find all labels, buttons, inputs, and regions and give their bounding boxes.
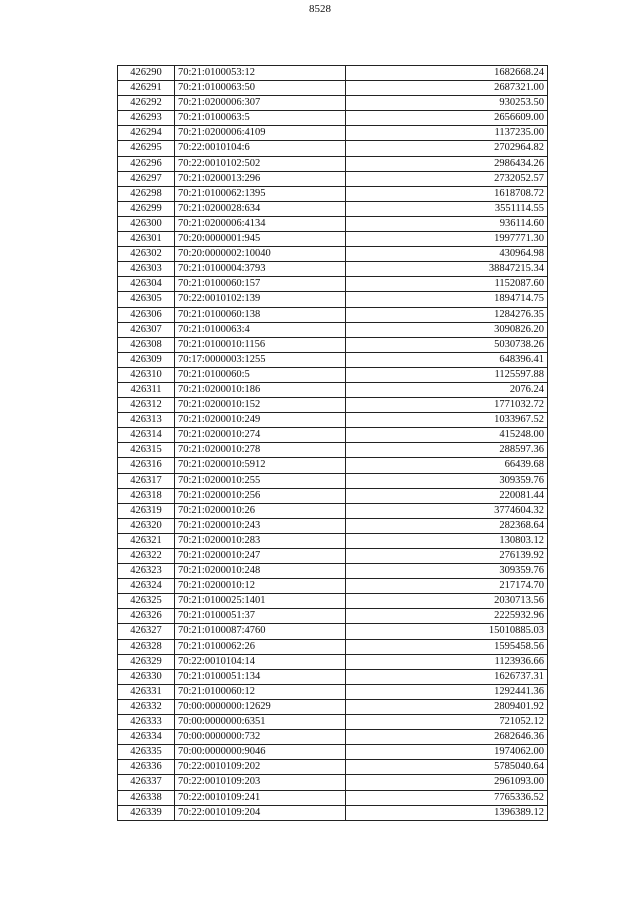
table-row (118, 443, 548, 458)
cadastral-number-cell: 70:21:0100063:5 (175, 111, 346, 126)
cadastral-number-cell: 70:00:0000000:732 (175, 730, 346, 745)
table-row (118, 277, 548, 292)
row-number-cell: 426306 (118, 307, 175, 322)
row-number-cell: 426309 (118, 352, 175, 367)
row-number-cell: 426329 (118, 654, 175, 669)
table-row (118, 745, 548, 760)
cadastral-number-cell: 70:21:0200010:256 (175, 488, 346, 503)
value-cell: 7765336.52 (346, 790, 548, 805)
value-cell: 3090826.20 (346, 322, 548, 337)
cadastral-number-cell: 70:21:0100010:1156 (175, 337, 346, 352)
value-cell: 38847215.34 (346, 262, 548, 277)
table-row (118, 382, 548, 397)
table-row (118, 503, 548, 518)
table-row (118, 579, 548, 594)
table-row (118, 413, 548, 428)
cadastral-number-cell: 70:21:0100062:1395 (175, 186, 346, 201)
value-cell: 1894714.75 (346, 292, 548, 307)
row-number-cell: 426300 (118, 216, 175, 231)
cadastral-number-cell: 70:21:0200010:243 (175, 518, 346, 533)
cadastral-number-cell: 70:21:0200010:255 (175, 473, 346, 488)
table-body (118, 66, 548, 821)
cadastral-number-cell: 70:17:0000003:1255 (175, 352, 346, 367)
cadastral-number-cell: 70:22:0010109:203 (175, 775, 346, 790)
row-number-cell: 426326 (118, 609, 175, 624)
cadastral-number-cell: 70:21:0200010:249 (175, 413, 346, 428)
table-row (118, 594, 548, 609)
page-number: 8528 (309, 3, 331, 15)
row-number-cell: 426330 (118, 669, 175, 684)
cadastral-number-cell: 70:22:0010109:204 (175, 805, 346, 820)
row-number-cell: 426310 (118, 367, 175, 382)
table-row (118, 775, 548, 790)
row-number-cell: 426307 (118, 322, 175, 337)
table-row (118, 639, 548, 654)
value-cell: 5785040.64 (346, 760, 548, 775)
table-row (118, 186, 548, 201)
value-cell: 430964.98 (346, 247, 548, 262)
row-number-cell: 426313 (118, 413, 175, 428)
value-cell: 2702964.82 (346, 141, 548, 156)
row-number-cell: 426337 (118, 775, 175, 790)
table-row (118, 96, 548, 111)
row-number-cell: 426317 (118, 473, 175, 488)
value-cell: 1618708.72 (346, 186, 548, 201)
value-cell: 415248.00 (346, 428, 548, 443)
value-cell: 1284276.35 (346, 307, 548, 322)
table-row (118, 473, 548, 488)
cadastral-number-cell: 70:22:0010104:14 (175, 654, 346, 669)
table-row (118, 458, 548, 473)
row-number-cell: 426311 (118, 382, 175, 397)
cadastral-number-cell: 70:21:0200006:4134 (175, 216, 346, 231)
table-row (118, 518, 548, 533)
value-cell: 930253.50 (346, 96, 548, 111)
value-cell: 2656609.00 (346, 111, 548, 126)
row-number-cell: 426321 (118, 533, 175, 548)
value-cell: 282368.64 (346, 518, 548, 533)
cadastral-number-cell: 70:21:0200013:296 (175, 171, 346, 186)
table-row (118, 609, 548, 624)
cadastral-number-cell: 70:21:0100025:1401 (175, 594, 346, 609)
cadastral-number-cell: 70:21:0200006:307 (175, 96, 346, 111)
row-number-cell: 426305 (118, 292, 175, 307)
value-cell: 15010885.03 (346, 624, 548, 639)
table-row (118, 66, 548, 81)
value-cell: 1125597.88 (346, 367, 548, 382)
cadastral-number-cell: 70:00:0000000:12629 (175, 699, 346, 714)
value-cell: 1033967.52 (346, 413, 548, 428)
value-cell: 276139.92 (346, 549, 548, 564)
value-cell: 130803.12 (346, 533, 548, 548)
table-row (118, 398, 548, 413)
table-row (118, 669, 548, 684)
value-cell: 309359.76 (346, 564, 548, 579)
table-row (118, 699, 548, 714)
value-cell: 5030738.26 (346, 337, 548, 352)
row-number-cell: 426299 (118, 201, 175, 216)
row-number-cell: 426308 (118, 337, 175, 352)
table-row (118, 790, 548, 805)
row-number-cell: 426301 (118, 232, 175, 247)
cadastral-number-cell: 70:21:0100004:3793 (175, 262, 346, 277)
row-number-cell: 426334 (118, 730, 175, 745)
row-number-cell: 426335 (118, 745, 175, 760)
value-cell: 2986434.26 (346, 156, 548, 171)
table-row (118, 684, 548, 699)
row-number-cell: 426320 (118, 518, 175, 533)
cadastral-number-cell: 70:21:0200010:186 (175, 382, 346, 397)
row-number-cell: 426323 (118, 564, 175, 579)
cadastral-number-cell: 70:21:0100063:4 (175, 322, 346, 337)
cadastral-number-cell: 70:21:0100063:50 (175, 81, 346, 96)
cadastral-number-cell: 70:21:0100062:26 (175, 639, 346, 654)
cadastral-number-cell: 70:22:0010104:6 (175, 141, 346, 156)
row-number-cell: 426318 (118, 488, 175, 503)
value-cell: 288597.36 (346, 443, 548, 458)
cadastral-number-cell: 70:00:0000000:9046 (175, 745, 346, 760)
value-cell: 2732052.57 (346, 171, 548, 186)
row-number-cell: 426296 (118, 156, 175, 171)
table-row (118, 488, 548, 503)
cadastral-number-cell: 70:21:0100060:138 (175, 307, 346, 322)
value-cell: 217174.70 (346, 579, 548, 594)
value-cell: 2961093.00 (346, 775, 548, 790)
value-cell: 1292441.36 (346, 684, 548, 699)
value-cell: 2682646.36 (346, 730, 548, 745)
value-cell: 721052.12 (346, 715, 548, 730)
value-cell: 220081.44 (346, 488, 548, 503)
row-number-cell: 426315 (118, 443, 175, 458)
table-row (118, 141, 548, 156)
cadastral-number-cell: 70:20:0000002:10040 (175, 247, 346, 262)
cadastral-number-cell: 70:21:0100060:12 (175, 684, 346, 699)
cadastral-number-cell: 70:22:0010102:502 (175, 156, 346, 171)
table-row (118, 201, 548, 216)
row-number-cell: 426303 (118, 262, 175, 277)
cadastral-number-cell: 70:21:0200010:247 (175, 549, 346, 564)
value-cell: 1123936.66 (346, 654, 548, 669)
value-cell: 1595458.56 (346, 639, 548, 654)
cadastral-number-cell: 70:21:0200010:5912 (175, 458, 346, 473)
row-number-cell: 426324 (118, 579, 175, 594)
table-row (118, 760, 548, 775)
value-cell: 3551114.55 (346, 201, 548, 216)
cadastral-number-cell: 70:20:0000001:945 (175, 232, 346, 247)
row-number-cell: 426302 (118, 247, 175, 262)
cadastral-number-cell: 70:21:0100087:4760 (175, 624, 346, 639)
cadastral-number-cell: 70:21:0100051:134 (175, 669, 346, 684)
row-number-cell: 426339 (118, 805, 175, 820)
row-number-cell: 426295 (118, 141, 175, 156)
table-row (118, 216, 548, 231)
row-number-cell: 426316 (118, 458, 175, 473)
table-row (118, 156, 548, 171)
cadastral-number-cell: 70:21:0100060:5 (175, 367, 346, 382)
row-number-cell: 426314 (118, 428, 175, 443)
table-row (118, 654, 548, 669)
table-row (118, 262, 548, 277)
table-row (118, 367, 548, 382)
table-row (118, 111, 548, 126)
value-cell: 936114.60 (346, 216, 548, 231)
table-row (118, 352, 548, 367)
table-row (118, 171, 548, 186)
table-row (118, 126, 548, 141)
cadastral-number-cell: 70:22:0010109:241 (175, 790, 346, 805)
table-row (118, 428, 548, 443)
value-cell: 1974062.00 (346, 745, 548, 760)
row-number-cell: 426290 (118, 66, 175, 81)
row-number-cell: 426322 (118, 549, 175, 564)
value-cell: 1771032.72 (346, 398, 548, 413)
cadastral-number-cell: 70:21:0100060:157 (175, 277, 346, 292)
row-number-cell: 426293 (118, 111, 175, 126)
value-cell: 1137235.00 (346, 126, 548, 141)
cadastral-number-cell: 70:21:0200010:248 (175, 564, 346, 579)
table-row (118, 322, 548, 337)
cadastral-number-cell: 70:21:0200010:12 (175, 579, 346, 594)
row-number-cell: 426312 (118, 398, 175, 413)
row-number-cell: 426338 (118, 790, 175, 805)
row-number-cell: 426292 (118, 96, 175, 111)
table-row (118, 292, 548, 307)
cadastral-number-cell: 70:22:0010102:139 (175, 292, 346, 307)
value-cell: 1396389.12 (346, 805, 548, 820)
value-cell: 2076.24 (346, 382, 548, 397)
value-cell: 1626737.31 (346, 669, 548, 684)
row-number-cell: 426304 (118, 277, 175, 292)
row-number-cell: 426333 (118, 715, 175, 730)
table-row (118, 730, 548, 745)
row-number-cell: 426291 (118, 81, 175, 96)
row-number-cell: 426297 (118, 171, 175, 186)
table-row (118, 715, 548, 730)
cadastral-number-cell: 70:21:0100051:37 (175, 609, 346, 624)
table-row (118, 307, 548, 322)
table-row (118, 337, 548, 352)
row-number-cell: 426328 (118, 639, 175, 654)
row-number-cell: 426331 (118, 684, 175, 699)
cadastral-number-cell: 70:00:0000000:6351 (175, 715, 346, 730)
row-number-cell: 426332 (118, 699, 175, 714)
value-cell: 1152087.60 (346, 277, 548, 292)
table-row (118, 81, 548, 96)
row-number-cell: 426319 (118, 503, 175, 518)
value-cell: 2225932.96 (346, 609, 548, 624)
value-cell: 2030713.56 (346, 594, 548, 609)
cadastral-number-cell: 70:21:0200010:283 (175, 533, 346, 548)
table-row (118, 805, 548, 820)
table-row (118, 624, 548, 639)
row-number-cell: 426325 (118, 594, 175, 609)
table-row (118, 247, 548, 262)
cadastral-number-cell: 70:21:0200010:274 (175, 428, 346, 443)
table-row (118, 549, 548, 564)
cadastral-number-cell: 70:21:0200006:4109 (175, 126, 346, 141)
row-number-cell: 426336 (118, 760, 175, 775)
cadastral-number-cell: 70:21:0200010:152 (175, 398, 346, 413)
value-cell: 309359.76 (346, 473, 548, 488)
value-cell: 3774604.32 (346, 503, 548, 518)
value-cell: 66439.68 (346, 458, 548, 473)
value-cell: 1997771.30 (346, 232, 548, 247)
cadastral-number-cell: 70:21:0200010:26 (175, 503, 346, 518)
table-row (118, 232, 548, 247)
cadastral-number-cell: 70:21:0200028:634 (175, 201, 346, 216)
table-row (118, 533, 548, 548)
value-cell: 1682668.24 (346, 66, 548, 81)
data-table (117, 65, 548, 821)
cadastral-number-cell: 70:21:0100053:12 (175, 66, 346, 81)
value-cell: 648396.41 (346, 352, 548, 367)
cadastral-number-cell: 70:21:0200010:278 (175, 443, 346, 458)
row-number-cell: 426294 (118, 126, 175, 141)
row-number-cell: 426327 (118, 624, 175, 639)
cadastral-number-cell: 70:22:0010109:202 (175, 760, 346, 775)
value-cell: 2809401.92 (346, 699, 548, 714)
table-row (118, 564, 548, 579)
row-number-cell: 426298 (118, 186, 175, 201)
value-cell: 2687321.00 (346, 81, 548, 96)
